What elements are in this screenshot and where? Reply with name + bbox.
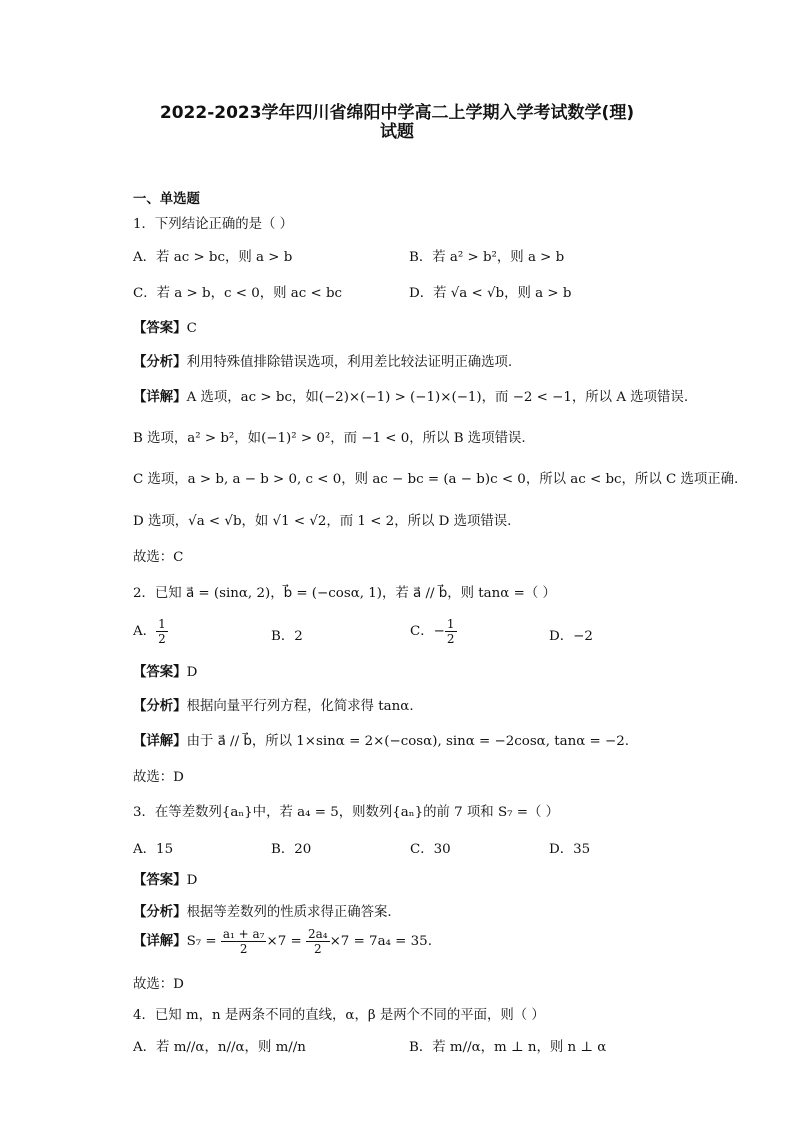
q3-option-b: B．20 xyxy=(271,842,312,857)
q1-analysis xyxy=(133,351,512,370)
q1-option-a: A．若 ac > bc，则 a > b xyxy=(133,250,293,265)
q1-detail-a xyxy=(133,386,688,405)
option-label: A． xyxy=(133,624,157,639)
q1-answer xyxy=(133,317,197,336)
q3-option-c: C．30 xyxy=(410,842,451,857)
q2-option-a xyxy=(133,617,168,646)
q1-stem: 1．下列结论正确的是（ ） xyxy=(133,217,294,232)
q1-detail-b: B 选项，a² > b²，如(−1)² > 0²，而 −1 < 0，所以 B 选项错误. xyxy=(133,431,526,446)
fraction-denominator: 2 xyxy=(239,942,248,956)
answer-value: D xyxy=(186,665,198,680)
fraction xyxy=(445,617,457,646)
analysis-text: 根据等差数列的性质求得正确答案. xyxy=(186,905,392,920)
q3-stem: 3．在等差数列{aₙ}中，若 a₄ = 5，则数列{aₙ}的前 7 项和 S₇ =（ ） xyxy=(133,805,559,820)
q2-option-c xyxy=(410,617,457,646)
detail-text: A 选项，ac > bc，如(−2)×(−1) > (−1)×(−1)，而 −2 < −1，所以 A 选项错误. xyxy=(186,390,689,405)
answer-tag: 【答案】 xyxy=(133,665,187,680)
fraction-numerator: a₁ + a₇ xyxy=(222,927,265,941)
q4-stem: 4．已知 m，n 是两条不同的直线，α，β 是两个不同的平面，则（ ） xyxy=(133,1008,545,1023)
fraction-denominator: 2 xyxy=(446,632,455,646)
q3-analysis xyxy=(133,901,392,920)
answer-value: D xyxy=(186,873,198,888)
q2-answer xyxy=(133,661,197,680)
q2-stem: 2．已知 a⃗ = (sinα, 2)，b⃗ = (−cosα, 1)，若 a⃗ // b⃗，则 tanα =（ ） xyxy=(133,586,556,601)
q2-option-b: B．2 xyxy=(271,629,303,644)
analysis-text: 利用特殊值排除错误选项，利用差比较法证明正确选项. xyxy=(186,355,513,370)
q3-choice: 故选：D xyxy=(133,977,184,992)
q4-option-b: B．若 m//α，m ⊥ n，则 n ⊥ α xyxy=(409,1040,607,1055)
analysis-tag: 【分析】 xyxy=(133,699,187,714)
q1-choice: 故选：C xyxy=(133,550,184,565)
q3-option-a: A．15 xyxy=(133,842,174,857)
q1-detail-c: C 选项，a > b, a − b > 0, c < 0，则 ac − bc = (a − b)c < 0，所以 ac < bc，所以 C 选项正确. xyxy=(133,472,739,487)
doc-title-line2: 试题 xyxy=(380,122,414,142)
q1-option-d: D．若 √a < √b，则 a > b xyxy=(409,286,572,301)
q3-option-d: D．35 xyxy=(549,842,591,857)
fraction xyxy=(156,617,168,646)
q4-option-a: A．若 m//α，n//α，则 m//n xyxy=(133,1040,306,1055)
q3-detail xyxy=(133,927,432,956)
answer-tag: 【答案】 xyxy=(133,873,187,888)
detail-tag: 【详解】 xyxy=(133,934,187,949)
analysis-text: 根据向量平行列方程，化简求得 tanα. xyxy=(186,699,414,714)
fraction-denominator: 2 xyxy=(158,632,166,646)
fraction-numerator: 2a₄ xyxy=(307,927,328,941)
fraction-denominator: 2 xyxy=(313,942,322,956)
answer-tag: 【答案】 xyxy=(133,321,187,336)
q2-choice: 故选：D xyxy=(133,770,184,785)
fraction-numerator: 1 xyxy=(446,617,455,631)
q2-analysis xyxy=(133,695,414,714)
q1-detail-d: D 选项，√a < √b，如 √1 < √2，而 1 < 2，所以 D 选项错误. xyxy=(133,514,512,529)
doc-title: 2022-2023学年四川省绵阳中学高二上学期入学考试数学(理) xyxy=(159,103,635,123)
q1-option-b: B．若 a² > b²，则 a > b xyxy=(409,250,565,265)
detail-post: ×7 = 7a₄ = 35. xyxy=(329,934,432,949)
detail-tag: 【详解】 xyxy=(133,734,187,749)
fraction-numerator: 1 xyxy=(158,617,166,631)
fraction xyxy=(306,927,330,956)
section-heading: 一、单选题 xyxy=(133,192,200,207)
q2-option-d: D．−2 xyxy=(549,629,593,644)
detail-mid: ×7 = xyxy=(266,934,302,949)
detail-pre: S₇ = xyxy=(186,934,217,949)
detail-tag: 【详解】 xyxy=(133,390,187,405)
q2-detail xyxy=(133,730,629,749)
q1-option-c: C．若 a > b，c < 0，则 ac < bc xyxy=(133,286,343,301)
analysis-tag: 【分析】 xyxy=(133,355,187,370)
fraction xyxy=(221,927,267,956)
detail-text: 由于 a⃗ // b⃗，所以 1×sinα = 2×(−cosα), sinα = −2cosα, tanα = −2. xyxy=(186,734,630,749)
q3-answer xyxy=(133,869,197,888)
answer-value: C xyxy=(186,321,197,336)
analysis-tag: 【分析】 xyxy=(133,905,187,920)
option-label: C．− xyxy=(410,624,445,639)
